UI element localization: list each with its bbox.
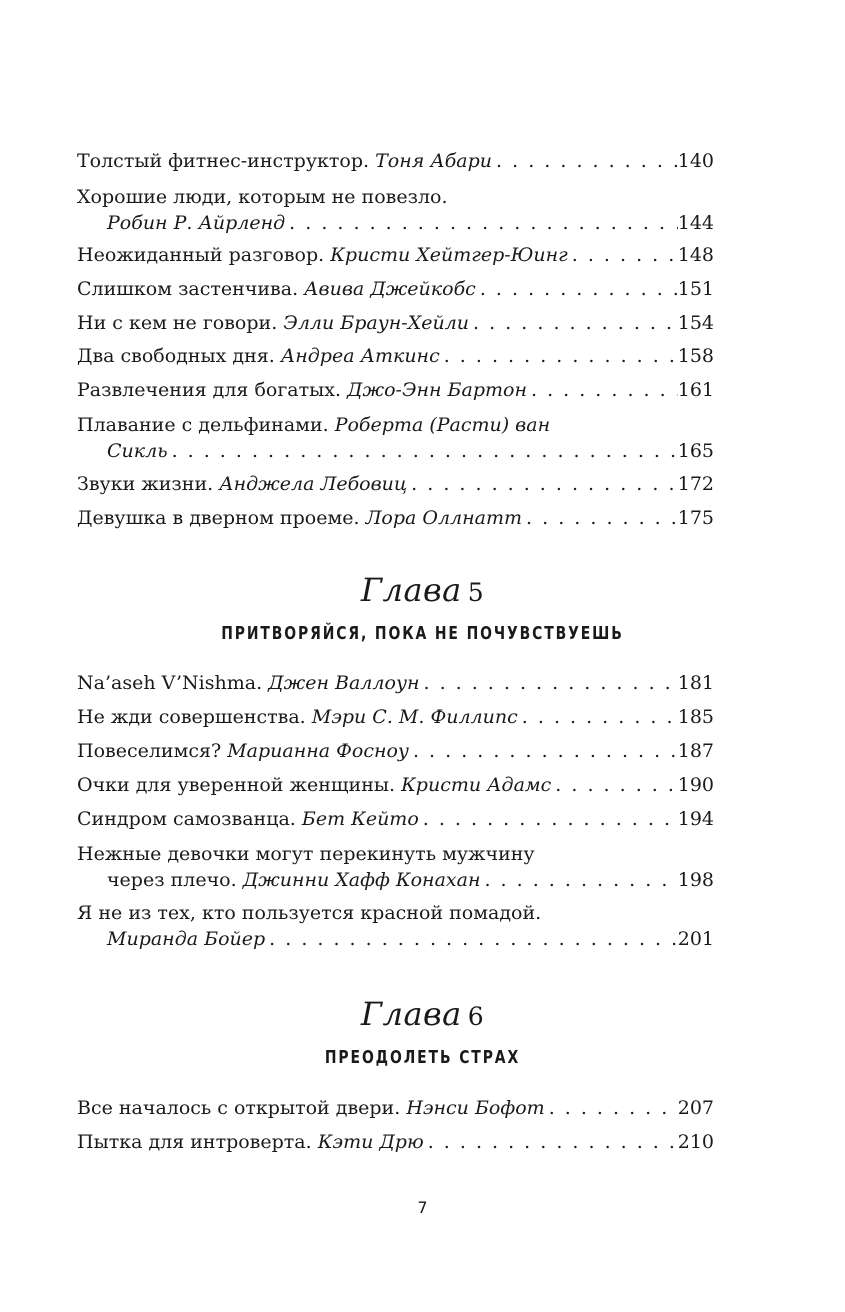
entry-title: Девушка в дверном проеме.: [77, 507, 360, 529]
entry-page: 154: [677, 312, 714, 334]
entry-page: 198: [677, 869, 714, 891]
chapter-label: Глава: [360, 995, 462, 1033]
toc-entry: [77, 184, 714, 236]
entry-author: Лора Оллнатт: [365, 507, 523, 529]
entry-author: Мэри С. М. Филлипс: [311, 706, 518, 728]
entry-page: 151: [677, 278, 714, 300]
entry-author: Джо-Энн Бартон: [347, 379, 527, 401]
dot-leader: [527, 377, 678, 403]
entry-title: Звуки жизни.: [77, 473, 214, 495]
chapter-6-subtitle: ПРЕОДОЛЕТЬ СТРАХ: [324, 1047, 521, 1068]
entry-page: 185: [677, 706, 714, 728]
toc-entry: [77, 242, 714, 268]
toc-entry: [77, 377, 714, 403]
entry-title: Очки для уверенной женщины.: [77, 774, 396, 796]
toc-entry: [77, 471, 714, 497]
toc-entry: [77, 841, 714, 893]
entry-author: Марианна Фосноу: [227, 740, 409, 762]
page-number: 7: [417, 1198, 428, 1217]
entry-page: 148: [677, 244, 714, 266]
dot-leader: [469, 310, 678, 336]
dot-leader: [492, 148, 678, 174]
entry-title: Толстый фитнес-инструктор.: [77, 150, 370, 172]
dot-leader: [168, 438, 678, 464]
chapter-5-subtitle: ПРИТВОРЯЙСЯ, ПОКА НЕ ПОЧУВСТВУЕШЬ: [221, 623, 624, 644]
toc-entry: [77, 276, 714, 302]
dot-leader: [568, 242, 678, 268]
entry-title: Плавание с дельфинами.: [77, 414, 329, 436]
toc-entry: [77, 505, 714, 531]
entry-page: 165: [677, 440, 714, 462]
dot-leader: [407, 471, 678, 497]
dot-leader: [522, 505, 678, 531]
dot-leader: [476, 276, 678, 302]
dot-leader: [419, 670, 677, 696]
entry-title: Хорошие люди, которым не повезло.: [77, 186, 448, 208]
toc-entry: [77, 148, 714, 174]
dot-leader: [419, 806, 678, 832]
entry-title: Синдром самозванца.: [77, 808, 296, 830]
entry-title: Я не из тех, кто пользуется красной помадой.: [77, 902, 542, 924]
entry-title: Два свободных дня.: [77, 345, 275, 367]
entry-author: Миранда Бойер: [107, 928, 266, 950]
entry-author: Элли Браун-Хейли: [283, 312, 470, 334]
entry-page: 175: [677, 507, 714, 529]
dot-leader: [424, 1129, 678, 1155]
entry-title: Все началось с открытой двери.: [77, 1097, 401, 1119]
entry-page: 144: [677, 212, 714, 234]
dot-leader: [545, 1095, 678, 1121]
entry-page: 190: [677, 774, 714, 796]
dot-leader: [480, 867, 677, 893]
toc-entry: [77, 670, 714, 696]
entry-page: 158: [677, 345, 714, 367]
toc-entry: [77, 704, 714, 730]
dot-leader: [518, 704, 678, 730]
entry-page: 181: [677, 672, 714, 694]
toc-entry: [77, 738, 714, 764]
entry-author: Анджела Лебовиц: [219, 473, 408, 495]
toc-entry: [77, 412, 714, 464]
dot-leader: [551, 772, 677, 798]
toc-entry: [77, 343, 714, 369]
entry-title: Слишком застенчива.: [77, 278, 299, 300]
entry-title: Не жди совершенства.: [77, 706, 306, 728]
entry-page: 194: [677, 808, 714, 830]
entry-page: 187: [677, 740, 714, 762]
entry-author: Кэти Дрю: [317, 1131, 424, 1153]
toc-entry: [77, 900, 714, 952]
entry-title: Развлечения для богатых.: [77, 379, 341, 401]
toc-entry: [77, 806, 714, 832]
entry-title: Пытка для интроверта.: [77, 1131, 312, 1153]
entry-page: 140: [677, 150, 714, 172]
entry-author-continued: Сикль: [107, 440, 168, 462]
toc-entry: [77, 310, 714, 336]
entry-title-continued: через плечо.: [107, 869, 237, 891]
entry-author: Бет Кейто: [301, 808, 419, 830]
chapter-label: Глава: [360, 571, 462, 609]
entry-author: Кристи Адамс: [401, 774, 552, 796]
toc-entry: [77, 772, 714, 798]
toc-entry: [77, 1095, 714, 1121]
entry-author: Тоня Абари: [375, 150, 493, 172]
entry-author: Джен Валлоун: [268, 672, 420, 694]
chapter-5-heading: [0, 570, 845, 613]
dot-leader: [440, 343, 678, 369]
chapter-number: 6: [467, 1002, 485, 1031]
entry-title: Неожиданный разговор.: [77, 244, 325, 266]
entry-page: 201: [677, 928, 714, 950]
entry-page: 172: [677, 473, 714, 495]
chapter-number: 5: [467, 578, 485, 607]
entry-title: Нежные девочки могут перекинуть мужчину: [77, 843, 535, 865]
entry-author: Нэнси Бофот: [406, 1097, 545, 1119]
entry-author: Роберта (Расти) ван: [334, 414, 551, 436]
entry-author: Робин Р. Айрленд: [107, 212, 286, 234]
entry-page: 161: [677, 379, 714, 401]
chapter-6-heading: [0, 994, 845, 1037]
entry-author: Кристи Хейтгер-Юинг: [330, 244, 568, 266]
dot-leader: [265, 926, 678, 952]
entry-page: 207: [677, 1097, 714, 1119]
dot-leader: [285, 210, 678, 236]
entry-title: Na’aseh V’Nishma.: [77, 672, 263, 694]
toc-entry: [77, 1129, 714, 1155]
entry-title: Ни с кем не говори.: [77, 312, 278, 334]
entry-title: Повеселимся?: [77, 740, 222, 762]
entry-author: Андреа Аткинс: [280, 345, 440, 367]
dot-leader: [409, 738, 678, 764]
entry-author: Джинни Хафф Конахан: [242, 869, 481, 891]
entry-author: Авива Джейкобс: [304, 278, 476, 300]
entry-page: 210: [677, 1131, 714, 1153]
